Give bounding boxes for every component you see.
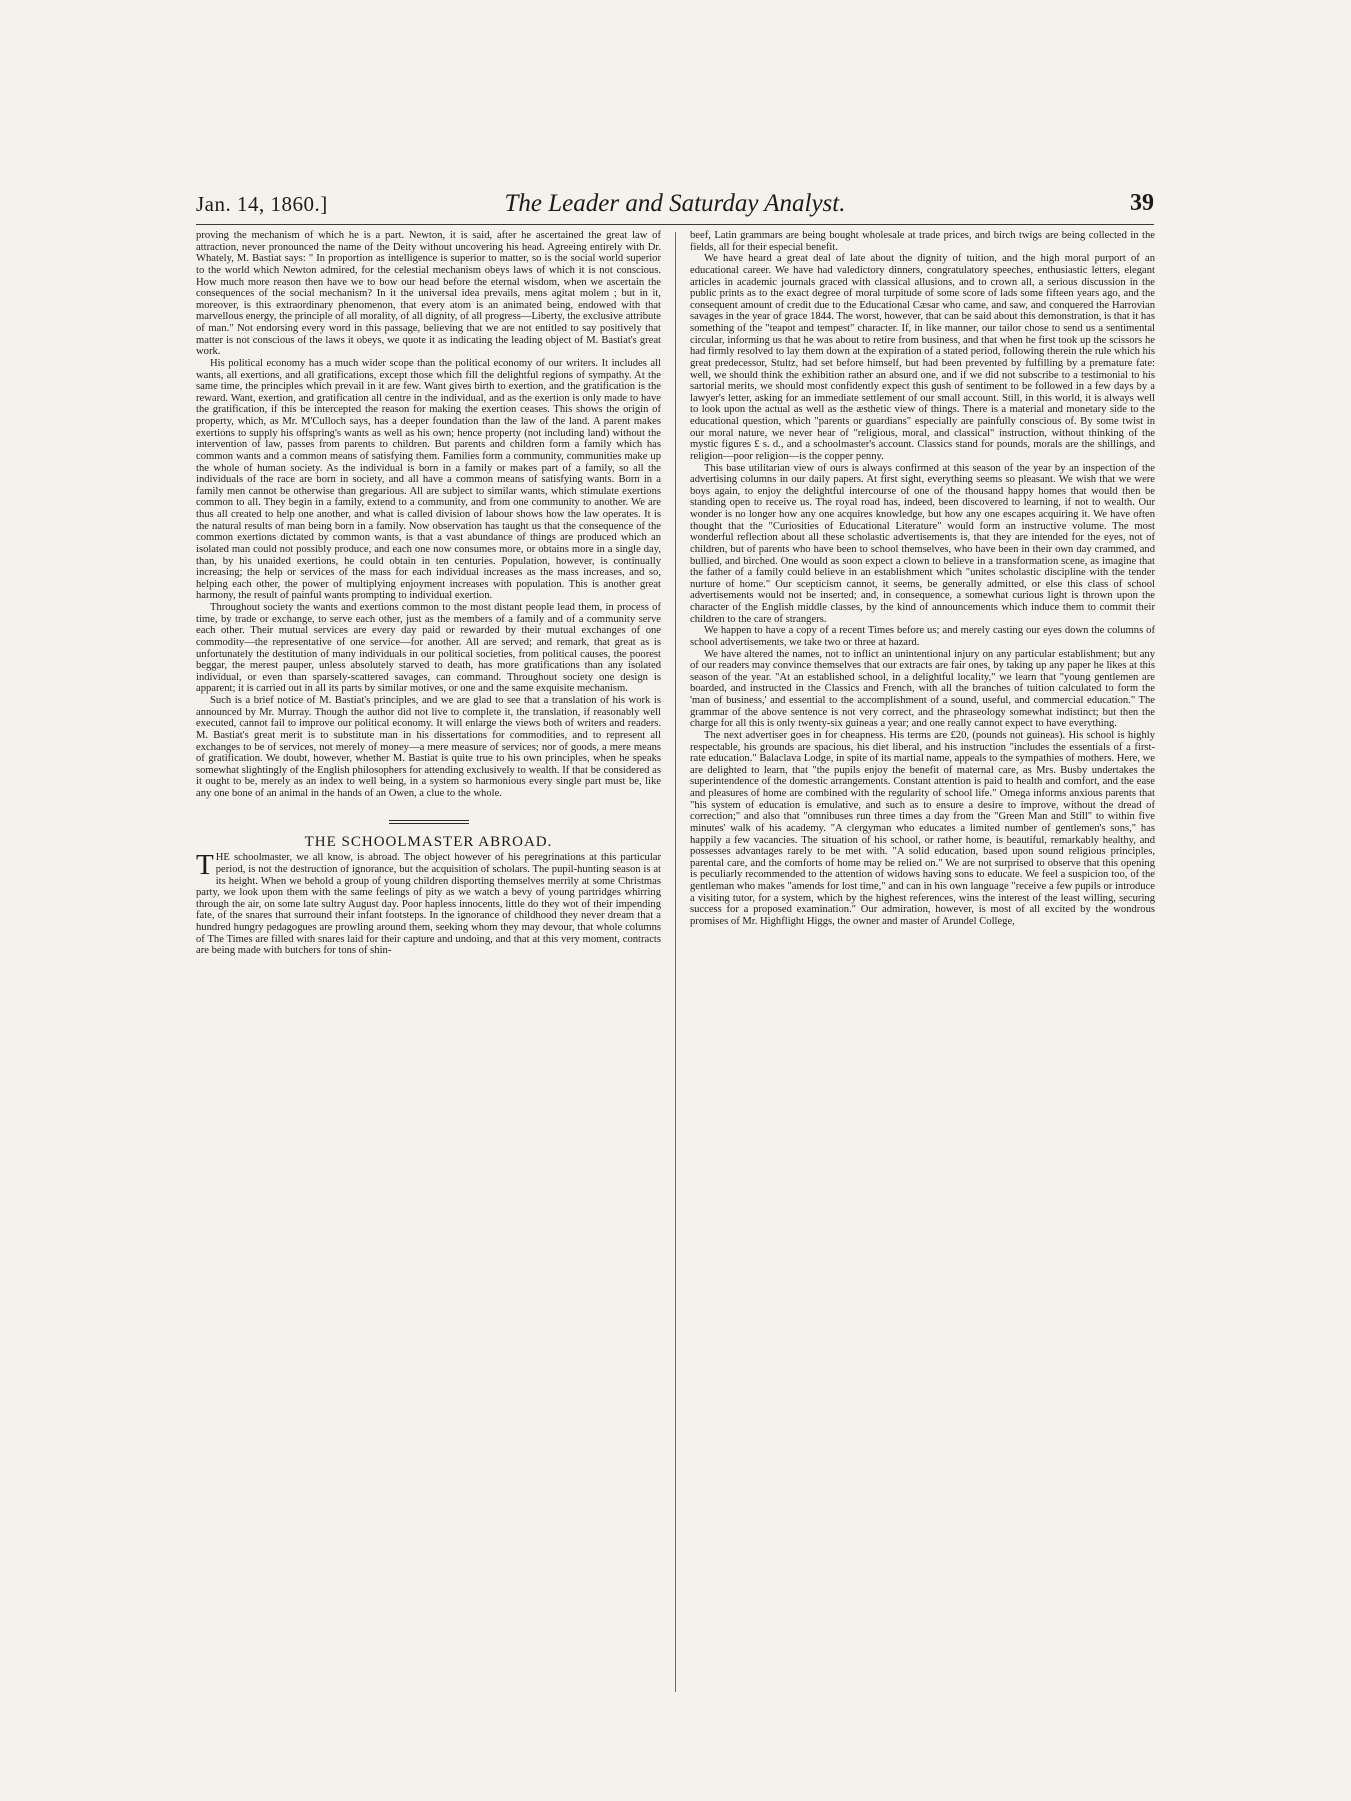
header-page-number: 39	[1130, 190, 1154, 216]
left-column	[196, 230, 661, 1695]
page-header	[196, 190, 1154, 225]
section-separator	[389, 820, 469, 825]
right-paragraph: We have heard a great deal of late about the dignity of tuition, and the high moral purport of an educational career. We have had valedictory dinners, congratulatory speeches, enthusiastic letters, elegant articles in academic journals graced with classical allusions, and to crown all, a serious discussion in the public prints as to the exact degree of moral turpitude of some score of lads some fifteen years ago, and the consequent amount of credit due to the Educational Cæsar who came, and saw, and conquered the Harrovian savages in the year of grace 1844. The worst, however, that can be said about this demonstration, is that it has something of the "teapot and tempest" character. If, in like manner, our tailor chose to send us a sentimental circular, informing us that he was about to retire from business, and that when he first took up the scissors he had firmly resolved to lay them down at the expiration of a stated period, following therein the rule which his great predecessor, Stultz, had set before himself, but had been prevented by fulfilling by a premature fate: well, we should think the exhibition rather an absurd one, and if we did not subscribe to a testimonial to his sartorial merits, we should most confidently expect this gush of sentiment to be followed in a few days by a lawyer's letter, asking for an immediate settlement of our small account. Still, in this world, it is always well to look upon the actual as well as the æsthetic view of things. There is a material and monetary side to the educational question, which "parents or guardians" especially are painfully conscious of. By some twist in our moral nature, we never hear of "religious, moral, and classical" instruction, without thinking of the mystic figures £ s. d., and a schoolmaster's account. Classics stand for pounds, morals are the shillings, and religion—poor religion—is the copper penny.	[690, 253, 1155, 462]
left-paragraph: Throughout society the wants and exertions common to the most distant people lead them, in process of time, by trade or exchange, to serve each other, just as the members of a family and of a community serve each other. Their mutual services are every day paid or rewarded by their mutual exchanges of one commodity—the representative of one service—for another. All are served; and remark, that great as is unfortunately the destitution of many individuals in our political societies, from political causes, the poorest beggar, the merest pauper, unless absolutely starved to death, has more gratifications than any isolated individual, or even than sparsely-scattered savages, can command. Throughout society one design is apparent; it is carried out in all its parts by similar motives, or one and the same exquisite mechanism.	[196, 602, 661, 695]
column-divider	[675, 232, 676, 1692]
article-title: THE SCHOOLMASTER ABROAD.	[304, 833, 553, 850]
right-paragraph: beef, Latin grammars are being bought wholesale at trade prices, and birch twigs are being collected in the fields, all for their especial benefit.	[690, 230, 1155, 253]
right-column	[690, 230, 1155, 1695]
right-paragraph: We happen to have a copy of a recent Times before us; and merely casting our eyes down the columns of school advertisements, we take two or three at hazard.	[690, 625, 1155, 648]
drop-cap: T	[196, 849, 214, 882]
right-paragraph: The next advertiser goes in for cheapness. His terms are £20, (pounds not guineas). His school is highly respectable, his grounds are spacious, his diet liberal, and his instruction "includes the essentials of a first-rate education." Balaclava Lodge, in spite of its martial name, appeals to the sympathies of mothers. Here, we are delighted to learn, that "the pupils enjoy the benefit of maternal care, as Mrs. Busby undertakes the superintendence of the domestic arrangements. Constant attention is paid to health and comfort, and the ease and pleasures of home are combined with the regularity of school life." Omega informs anxious parents that "his system of education is emulative, and such as to ensure a desire to improve, without the dread of correction;" and also that "omnibuses run three times a day from the "Green Man and Still" to within five minutes' walk of his academy. "A clergyman who educates a limited number of gentlemen's sons," has happily a few vacancies. The situation of his school, or rather home, is beautiful, remarkably healthy, and possesses advantages rarely to be met with. "A solid education, based upon sound religious principles, parental care, and the comforts of home may be relied on." We are not surprised to observe that this opening is peculiarly recommended to the attention of widows having sons to educate. We feel a suspicion too, of the gentleman who makes "amends for lost time," and can in his own language "receive a few pupils or introduce a visiting tutor, for a system, which by the highest references, wins the interest of the least willing, securing success for a proposed examination." Our admiration, however, is most of all excited by the wondrous promises of Mr. Highflight Higgs, the owner and master of Arundel College,	[690, 729, 1155, 927]
left-paragraph: Such is a brief notice of M. Bastiat's principles, and we are glad to see that a translation of his work is announced by Mr. Murray. Though the author did not live to complete it, the translation, if reasonably well executed, cannot fail to improve our political economy. It will enlarge the views both of writers and readers. M. Bastiat's great merit is to substitute man in his dissertations for commodities, and to represent all exchanges to be of services, not merely of money—a mere measure of services; nor of goods, a mere means of gratification. We doubt, however, whether M. Bastiat is quite true to his own principles, when he speaks somewhat slightingly of the English philosophers for attending exclusively to wealth. If that be considered as it ought to be, merely as an index to well being, in a system so harmonious every single part must be, like any one bone of an animal in the hands of an Owen, a clue to the whole.	[196, 695, 661, 799]
article-first-paragraph	[196, 849, 661, 957]
right-paragraph: We have altered the names, not to inflict an unintentional injury on any particular establishment; but any of our readers may convince themselves that our extracts are fair ones, by taking up any paper he likes at this season of the year. "At an established school, in a delightful locality," we learn that "young gentlemen are boarded, and instructed in the Classics and French, with all the branches of tuition calculated to form the 'man of business,' and essential to the accomplishment of a sound, useful, and commercial education." The grammar of the above sentence is not very correct, and the phraseology somewhat indistinct; but then the charge for all this is only twenty-six guineas a year; and one really cannot expect to have everything.	[690, 648, 1155, 730]
header-date: Jan. 14, 1860.]	[196, 192, 328, 216]
left-paragraph: proving the mechanism of which he is a part. Newton, it is said, after he ascertained the great law of attraction, never pronounced the name of the Deity without uncovering his head. Agreeing entirely with Dr. Whately, M. Bastiat says: " In proportion as intelligence is superior to matter, so is the social world superior to the world which Newton admired, for the celestial mechanism obeys laws of which it is not conscious. How much more reason then have we to bow our head before the eternal wisdom, when we ascertain the consequences of the social mechanism? In it the universal idea prevails, mens agitat molem ; but in it, moreover, is this extraordinary phenomenon, that every atom is an animated being, endowed with that marvellous energy, the principle of all morality, of all dignity, of all progress—Liberty, the exclusive attribute of man." Not endorsing every word in this passage, believing that we are not entitled to say positively that matter is not conscious of the laws it obeys, we quote it as indicating the leading object of M. Bastiat's great work.	[196, 230, 661, 358]
article-first-paragraph-text: HE schoolmaster, we all know, is abroad. The object however of his peregrinations at this particular period, is not the destruction of ignorance, but the acquisition of scholars. The pupil-hunting season is at its height. When we behold a group of young children disporting themselves merrily at some Christmas party, we look upon them with the same feelings of pity as we watch a bevy of young partridges whirring through the air, on some late sultry August day. Poor hapless innocents, little do they wot of their impending fate, of the snares that surround their infant footsteps. In the ignorance of childhood they never dream that a hundred hungry pedagogues are prowling around them, seeking whom they may devour, that whole columns of The Times are filled with snares laid for their capture and undoing, and that at this very moment, contracts are being made with butchers for tons of shin-	[196, 852, 661, 957]
right-paragraph: This base utilitarian view of ours is always confirmed at this season of the year by an inspection of the advertising columns in our daily papers. At first sight, everything seems so pleasant. We wish that we were boys again, to enjoy the delightful intercourse of one of the thousand happy homes that would then be standing open to receive us. The royal road has, indeed, been discovered to learning, if not to wealth. Our wonder is no longer how any one acquires knowledge, but how any one escapes acquiring it. We have often thought that the "Curiosities of Educational Literature" would form an instructive volume. The most wonderful reflection about all these scholastic advertisements is, that they are intended for the eyes, not of children, but of parents who have been to school themselves, who have been in their own day crammed, and bullied, and birched. One would as soon expect a clown to believe in a transformation scene, as imagine that the father of a family could believe in an establishment which "unites scholastic discipline with the tender nurture of home." Our scepticism cannot, it seems, be generally admitted, or else this class of school advertisements would not be inserted; and, in consequence, a somewhat curious light is thrown upon the character of the English middle classes, by the kind of announcements which induce them to commit their children to the care of strangers.	[690, 462, 1155, 625]
header-title: The Leader and Saturday Analyst.	[504, 190, 846, 217]
left-paragraph: His political economy has a much wider scope than the political economy of our writers. It includes all wants, all exertions, and all gratifications, except those which fill the delightful regions of sympathy. At the same time, the principles which prevail in it are few. Want gives birth to exertion, and the gratification is the reward. Want, exertion, and gratification all centre in the individual, and as the exertion is only made to have the gratification, if this be intercepted the reason for making the exertion ceases. This shows the origin of property, which, as Mr. M'Culloch says, has a deeper foundation than the law of the land. A parent makes exertions to supply his offspring's wants as well as his own; hence property (not including land) without the intervention of law, passes from parents to children. But parents and children form a family which has common wants and a common means of satisfying them. Families form a community, communities make up the whole of human society. As the individual is born in a family or makes part of a family, so all the individuals of the race are born in society, and all have a common means of satisfying wants. Born in a family men cannot be otherwise than gregarious. All are subject to similar wants, which stimulate exertions common to all. They begin in a family, extend to a community, and from one community to another. We are thus all created to help one another, and what is called division of labour shows how the law operates. It is the natural results of man being born in a family. Now observation has taught us that the consequence of the common exertions dictated by common wants, is that a vast abundance of things are produced which an isolated man could not possibly produce, and each one now consumes more, or obtains more in a single day, than, by his unaided exertions, he could obtain in ten centuries. Population, however, is continually increasing; the help or services of the mass for each individual increases as the mass increases, and so, helping each other, the power of multiplying enjoyment increases with population. This is another great harmony, the result of painful wants prompting to individual exertion.	[196, 357, 661, 602]
